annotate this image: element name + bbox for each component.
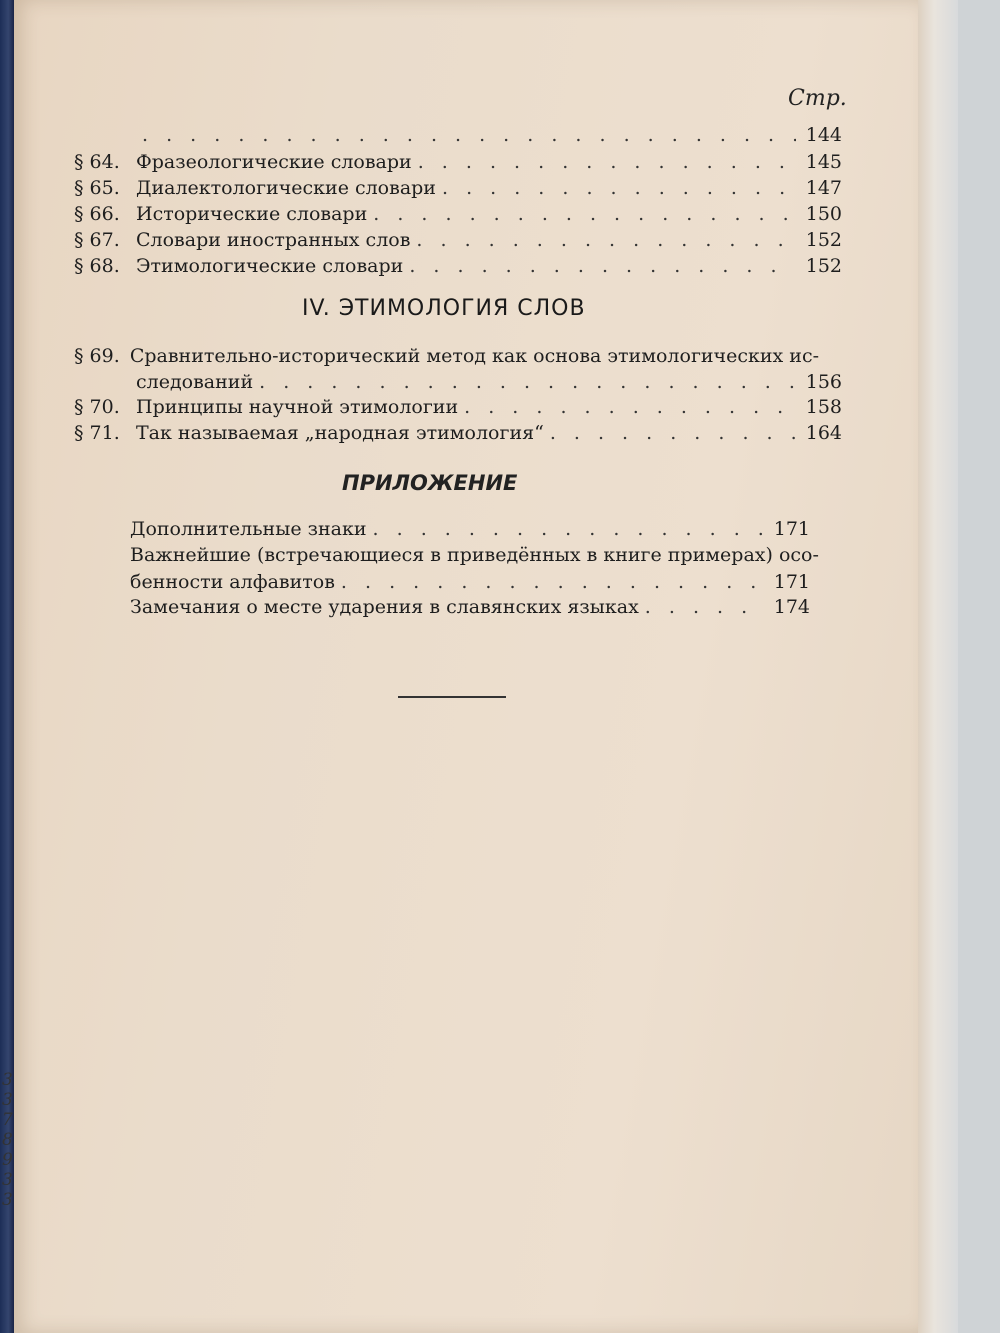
entry-title: Замечания о месте ударения в славянских языках — [130, 596, 639, 618]
leader-dots — [142, 124, 796, 146]
toc-entry-69-line2 — [74, 371, 842, 393]
toc-entry — [74, 203, 842, 225]
section-number: § 65. — [74, 177, 120, 199]
prev-page-digit: 9 — [2, 1150, 13, 1170]
section-number: § 68. — [74, 255, 120, 277]
toc-entry — [130, 518, 810, 540]
leader-dots — [416, 229, 796, 251]
page-column-header: Стр. — [788, 86, 847, 111]
page-number: 164 — [805, 422, 842, 444]
entry-title: бенности алфавитов — [130, 571, 335, 593]
page-number: 145 — [805, 151, 842, 173]
section-heading-etymology: IV. ЭТИМОЛОГИЯ СЛОВ — [302, 296, 586, 321]
entry-title: Так называемая „народная этимология“ — [136, 422, 544, 444]
toc-entry — [74, 151, 842, 173]
entry-title: Сравнительно-исторический метод как основа этимологических ис- — [129, 345, 820, 367]
entry-title: Принципы научной этимологии — [136, 396, 459, 418]
leader-dots — [442, 177, 796, 199]
page-number: 147 — [805, 177, 842, 199]
prev-page-digit: 8 — [2, 1130, 13, 1150]
leader-dots — [259, 371, 796, 393]
leader-dots — [341, 571, 764, 593]
leader-dots — [645, 596, 764, 618]
entry-title: Этимологические словари — [136, 255, 404, 277]
prev-page-digit: 3 — [2, 1190, 13, 1210]
toc-entry-a2-line1: Важнейшие (встречающиеся в приведённых в книге примерах) осо- — [130, 544, 819, 566]
toc-entry — [74, 396, 842, 418]
section-number: § 71. — [74, 422, 120, 444]
closing-rule — [398, 696, 506, 698]
section-number: § 67. — [74, 229, 120, 251]
leader-dots — [418, 151, 796, 173]
leader-dots — [464, 396, 796, 418]
page-edge-shadow — [918, 0, 958, 1333]
book-page — [14, 0, 920, 1333]
toc-entry — [130, 596, 810, 618]
entry-title: Диалектологические словари — [136, 177, 436, 199]
toc-entry-a2-line2 — [130, 571, 810, 593]
section-number: § 69. — [74, 345, 120, 367]
leader-dots — [550, 422, 796, 444]
page-number: 152 — [805, 255, 842, 277]
section-heading-appendix: ПРИЛОЖЕНИЕ — [342, 471, 518, 495]
previous-page-edge — [0, 1070, 14, 1250]
prev-page-digit: 3 — [2, 1170, 13, 1190]
prev-page-digit: 3 — [2, 1090, 13, 1110]
entry-title: Исторические словари — [136, 203, 368, 225]
toc-entry — [74, 124, 842, 146]
page-number: 152 — [805, 229, 842, 251]
entry-title: Дополнительные знаки — [130, 518, 367, 540]
page-number: 171 — [773, 518, 810, 540]
page-number: 156 — [805, 371, 842, 393]
toc-entry — [74, 229, 842, 251]
entry-title: следований — [136, 371, 254, 393]
leader-dots — [373, 518, 764, 540]
page-number: 150 — [805, 203, 842, 225]
prev-page-digit: 7 — [2, 1110, 13, 1130]
prev-page-digit: 3 — [2, 1070, 13, 1090]
leader-dots — [409, 255, 796, 277]
leader-dots — [373, 203, 796, 225]
toc-entry — [74, 255, 842, 277]
page-number: 174 — [773, 596, 810, 618]
section-number: § 64. — [74, 151, 120, 173]
page-number: 158 — [805, 396, 842, 418]
toc-entry-69-line1 — [74, 345, 819, 367]
page-number: 144 — [805, 124, 842, 146]
toc-entry — [74, 422, 842, 444]
section-number: § 70. — [74, 396, 120, 418]
section-number: § 66. — [74, 203, 120, 225]
toc-entry — [74, 177, 842, 199]
entry-title: Фразеологические словари — [136, 151, 412, 173]
entry-title: Словари иностранных слов — [136, 229, 411, 251]
page-number: 171 — [773, 571, 810, 593]
